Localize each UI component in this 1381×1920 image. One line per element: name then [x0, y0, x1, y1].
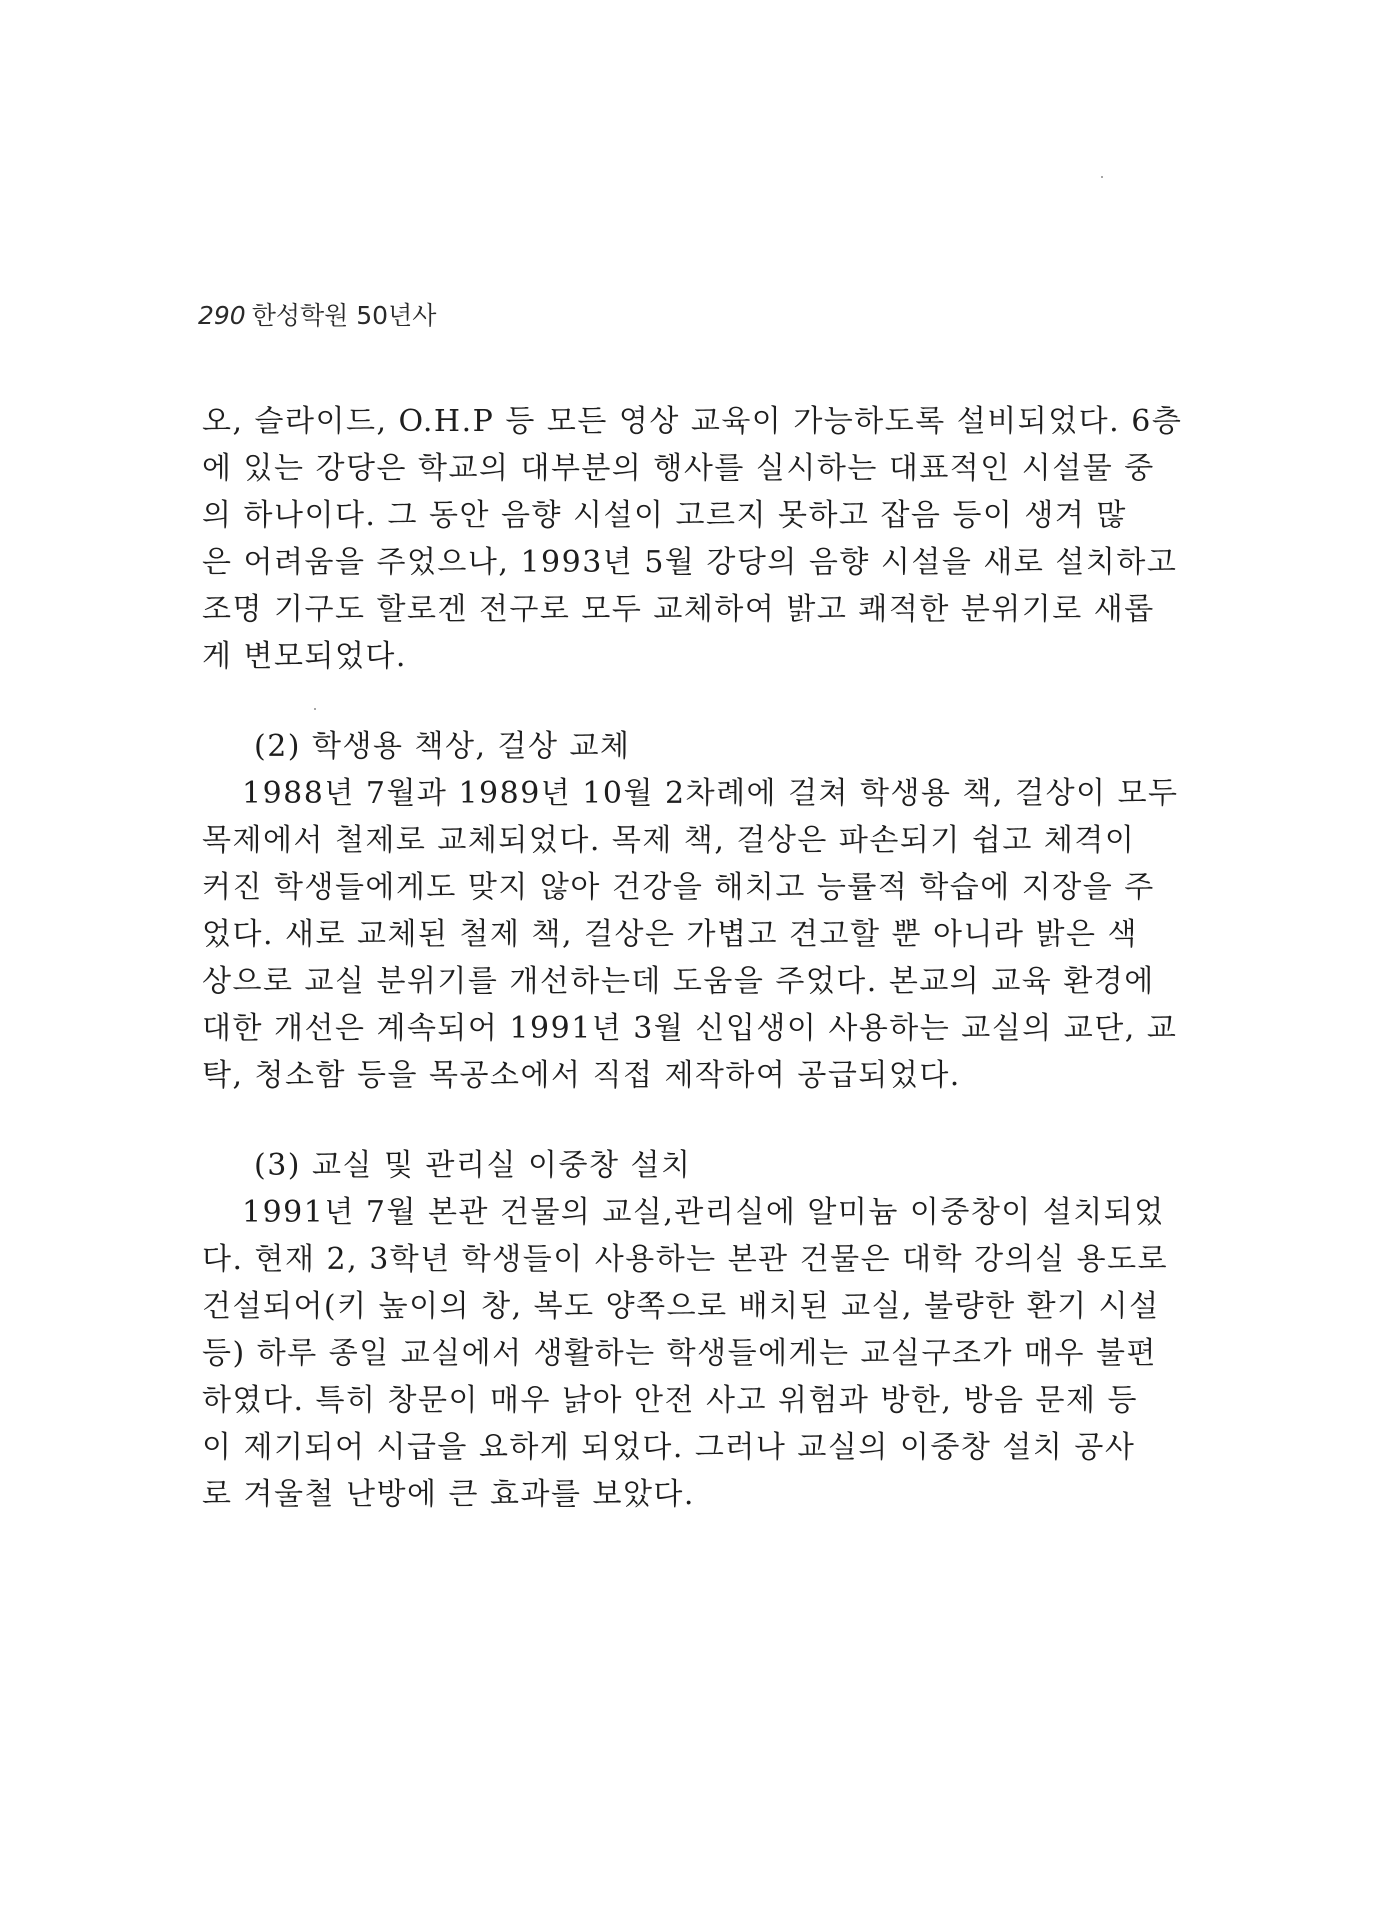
paragraph-line: 었다. 새로 교체된 철제 책, 걸상은 가볍고 견고할 뿐 아니라 밝은 색 — [202, 917, 1138, 952]
paragraph-line: 건설되어(키 높이의 창, 복도 양쪽으로 배치된 교실, 불량한 환기 시설 — [202, 1289, 1160, 1324]
paragraph-line: 커진 학생들에게도 맞지 않아 건강을 해치고 능률적 학습에 지장을 주 — [202, 870, 1155, 905]
paragraph-line: 오, 슬라이드, O.H.P 등 모든 영상 교육이 가능하도록 설비되었다. 6층 — [202, 404, 1183, 439]
paragraph-line: 로 겨울철 난방에 큰 효과를 보았다. — [202, 1477, 695, 1512]
paragraph-line: 에 있는 강당은 학교의 대부분의 행사를 실시하는 대표적인 시설물 중 — [202, 451, 1155, 486]
paragraph-line: 상으로 교실 분위기를 개선하는데 도움을 주었다. 본교의 교육 환경에 — [202, 964, 1155, 999]
paragraph-line: 등) 하루 종일 교실에서 생활하는 학생들에게는 교실구조가 매우 불편 — [202, 1336, 1157, 1371]
running-header — [198, 296, 436, 332]
book-title: 한성학원 50년사 — [251, 301, 437, 330]
paragraph-line: 이 제기되어 시급을 요하게 되었다. 그러나 교실의 이중창 설치 공사 — [202, 1430, 1136, 1465]
section-heading: (2) 학생용 책상, 걸상 교체 — [254, 729, 631, 764]
paragraph-line: 조명 기구도 할로겐 전구로 모두 교체하여 밝고 쾌적한 분위기로 새롭 — [202, 592, 1155, 627]
paragraph-line: 하였다. 특히 창문이 매우 낡아 안전 사고 위험과 방한, 방음 문제 등 — [202, 1383, 1138, 1418]
paragraph-line: 1991년 7월 본관 건물의 교실,관리실에 알미늄 이중창이 설치되었 — [242, 1195, 1165, 1230]
paragraph-line: 1988년 7월과 1989년 10월 2차례에 걸쳐 학생용 책, 걸상이 모두 — [242, 776, 1179, 811]
scan-speck — [1101, 176, 1103, 178]
paragraph-line: 대한 개선은 계속되어 1991년 3월 신입생이 사용하는 교실의 교단, 교 — [202, 1011, 1178, 1046]
paragraph-line: 의 하나이다. 그 동안 음향 시설이 고르지 못하고 잡음 등이 생겨 많 — [202, 498, 1127, 533]
page-number: 290 — [198, 301, 246, 330]
paragraph-line: 목제에서 철제로 교체되었다. 목제 책, 걸상은 파손되기 쉽고 체격이 — [202, 823, 1136, 858]
paragraph-line: 다. 현재 2, 3학년 학생들이 사용하는 본관 건물은 대학 강의실 용도로 — [202, 1242, 1169, 1277]
paragraph-line: 탁, 청소함 등을 목공소에서 직접 제작하여 공급되었다. — [202, 1058, 961, 1093]
scan-speck — [314, 708, 316, 710]
paragraph-line: 은 어려움을 주었으나, 1993년 5월 강당의 음향 시설을 새로 설치하고 — [202, 545, 1178, 580]
section-heading: (3) 교실 및 관리실 이중창 설치 — [254, 1148, 692, 1183]
paragraph-line: 게 변모되었다. — [202, 639, 407, 674]
